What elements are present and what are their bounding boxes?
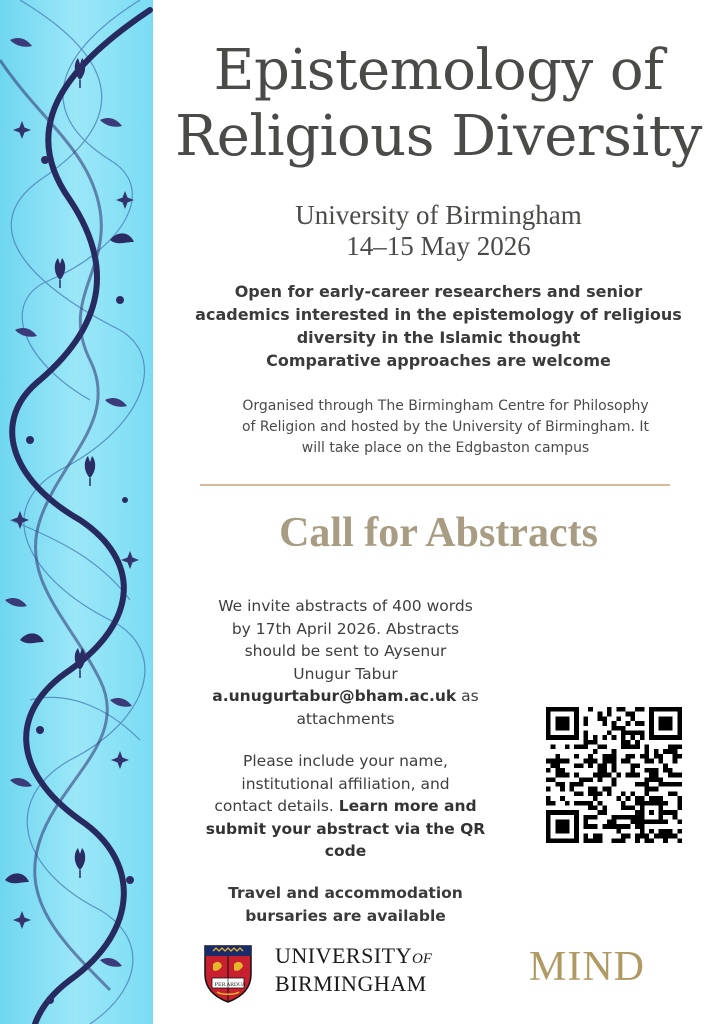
instruction-line: should be sent to Aysenur <box>244 642 447 660</box>
submission-instructions <box>193 595 498 730</box>
organiser-line: of Religion and hosted by the University of Birmingham. It <box>241 419 650 435</box>
organiser-line: will take place on the Edgbaston campus <box>301 440 590 456</box>
instruction-line: by 17th April 2026. Abstracts <box>231 619 460 638</box>
eligibility-line: academics interested in the epistemology of religious <box>195 305 682 324</box>
decorative-floral-pattern <box>0 0 153 1024</box>
event-dates: 14–15 May 2026 <box>346 231 531 261</box>
svg-text:ARDUA: ARDUA <box>226 982 246 988</box>
section-divider <box>200 484 670 486</box>
details-text: contact details. <box>214 797 339 815</box>
eligibility-line: Open for early-career researchers and senior <box>234 282 643 301</box>
details-line-mixed <box>193 795 498 818</box>
logo-university-word: UNIVERSITY <box>275 943 412 968</box>
mind-logo: MIND <box>529 944 645 990</box>
title-line-2: Religious Diversity <box>175 104 702 169</box>
eligibility-text <box>167 280 710 372</box>
call-for-abstracts-heading: Call for Abstracts <box>279 510 598 556</box>
details-line: Please include your name, <box>243 752 448 770</box>
eligibility-line: Comparative approaches are welcome <box>266 351 611 370</box>
svg-text:PER: PER <box>214 982 226 988</box>
organiser-line: Organised through The Birmingham Centre for Philosophy <box>242 398 649 414</box>
learn-more-text: code <box>324 842 367 860</box>
bursary-line: bursaries are available <box>245 906 446 925</box>
learn-more-text: submit your abstract via the QR <box>205 819 486 838</box>
eligibility-line: diversity in the Islamic thought <box>296 328 581 347</box>
title-line-1: Epistemology of <box>213 38 664 103</box>
instruction-line: Unugur Tabur <box>293 664 398 683</box>
instruction-line-email <box>193 685 498 708</box>
poster-content <box>153 0 724 1024</box>
instruction-line: attachments <box>296 709 395 728</box>
details-line <box>193 818 498 841</box>
venue-name: University of Birmingham <box>295 200 582 230</box>
bursary-notice <box>193 882 498 927</box>
event-title <box>153 38 724 170</box>
university-logo-text <box>275 944 432 997</box>
logo-birmingham-word: BIRMINGHAM <box>275 971 427 996</box>
learn-more-text: Learn more and <box>338 797 477 815</box>
details-instructions <box>193 750 498 863</box>
contact-email-link[interactable]: a.unugurtabur@bham.ac.uk <box>212 687 457 705</box>
venue-block <box>153 200 724 262</box>
organiser-text <box>183 396 708 459</box>
university-crest-icon <box>203 944 253 1004</box>
logo-of-word: OF <box>412 951 432 967</box>
qr-code-icon[interactable] <box>546 707 682 843</box>
details-line <box>193 840 498 863</box>
details-line: institutional affiliation, and <box>241 774 450 793</box>
bursary-line: Travel and accommodation <box>228 884 463 902</box>
instruction-line: We invite abstracts of 400 words <box>218 597 473 615</box>
instruction-text: as <box>456 687 479 705</box>
